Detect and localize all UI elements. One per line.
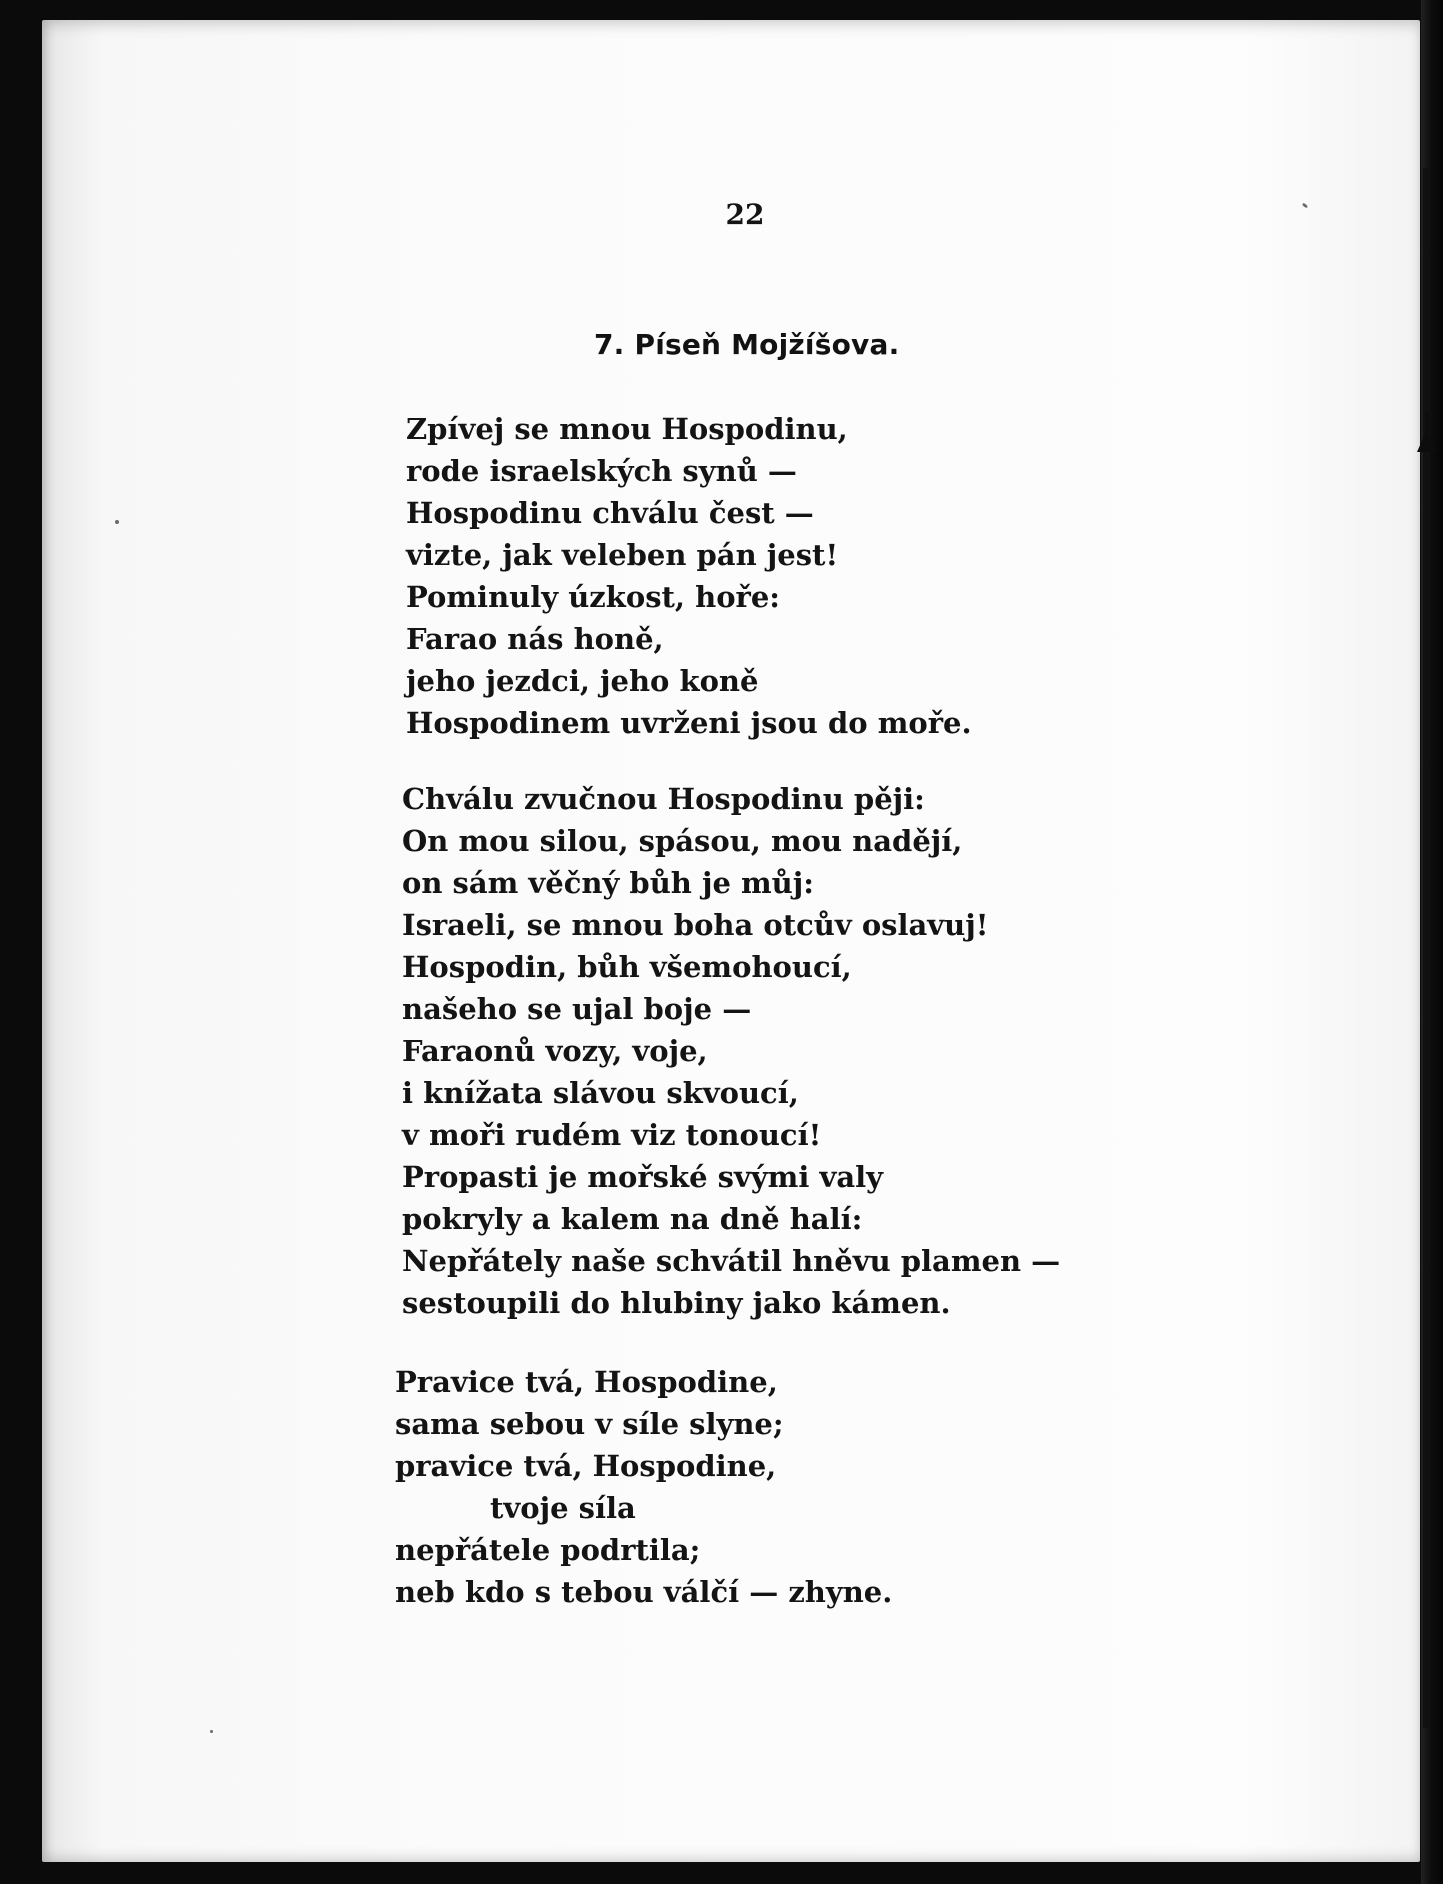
poem-title: 7. Píseň Mojžíšova. (594, 328, 900, 361)
stanza-1 (406, 408, 972, 744)
verse-line: on sám věčný bůh je můj: (402, 866, 814, 900)
page-number: 22 (725, 198, 765, 231)
verse-line: jeho jezdci, jeho koně (406, 664, 759, 698)
verse-line: sestoupili do hlubiny jako kámen. (402, 1286, 951, 1320)
stanza-3 (395, 1361, 892, 1613)
verse-line: nepřátele podrtila; (395, 1533, 701, 1567)
verse-line: Chválu zvučnou Hospodinu pěji: (402, 782, 925, 816)
verse-line: rode israelských synů — (406, 454, 797, 488)
verse-line: pokryly a kalem na dně halí: (402, 1202, 863, 1236)
verse-line: Pominuly úzkost, hoře: (406, 580, 780, 614)
verse-line: Israeli, se mnou boha otcův oslavuj! (402, 908, 989, 942)
verse-line: našeho se ujal boje — (402, 992, 752, 1026)
verse-line: Farao nás honě, (406, 622, 664, 656)
verse-line: On mou silou, spásou, mou nadějí, (402, 824, 963, 858)
verse-line-indented: tvoje síla (490, 1491, 636, 1525)
verse-line: Hospodin, bůh všemohoucí, (402, 950, 852, 984)
binding-edge (1423, 168, 1429, 1728)
verse-line: v moři rudém viz tonoucí! (402, 1118, 822, 1152)
verse-line: Pravice tvá, Hospodine, (395, 1365, 778, 1399)
verse-line: vizte, jak veleben pán jest! (406, 538, 839, 572)
paper-speck (210, 1730, 213, 1733)
verse-line: pravice tvá, Hospodine, (395, 1449, 777, 1483)
verse-line: Hospodinu chválu čest — (406, 496, 814, 530)
paper-speck (115, 520, 119, 524)
verse-line: Propasti je mořské svými valy (402, 1160, 883, 1194)
verse-line: i knížata slávou skvoucí, (402, 1076, 799, 1110)
verse-line: Zpívej se mnou Hospodinu, (406, 412, 848, 446)
verse-line: Hospodinem uvrženi jsou do moře. (406, 706, 972, 740)
stanza-2 (402, 778, 1060, 1324)
verse-line: neb kdo s tebou válčí — zhyne. (395, 1575, 893, 1609)
verse-line: sama sebou v síle slyne; (395, 1407, 784, 1441)
verse-line: Nepřátely naše schvátil hněvu plamen — (402, 1244, 1061, 1278)
paper-speck (1302, 202, 1309, 208)
verse-line: Faraonů vozy, voje, (402, 1034, 708, 1068)
